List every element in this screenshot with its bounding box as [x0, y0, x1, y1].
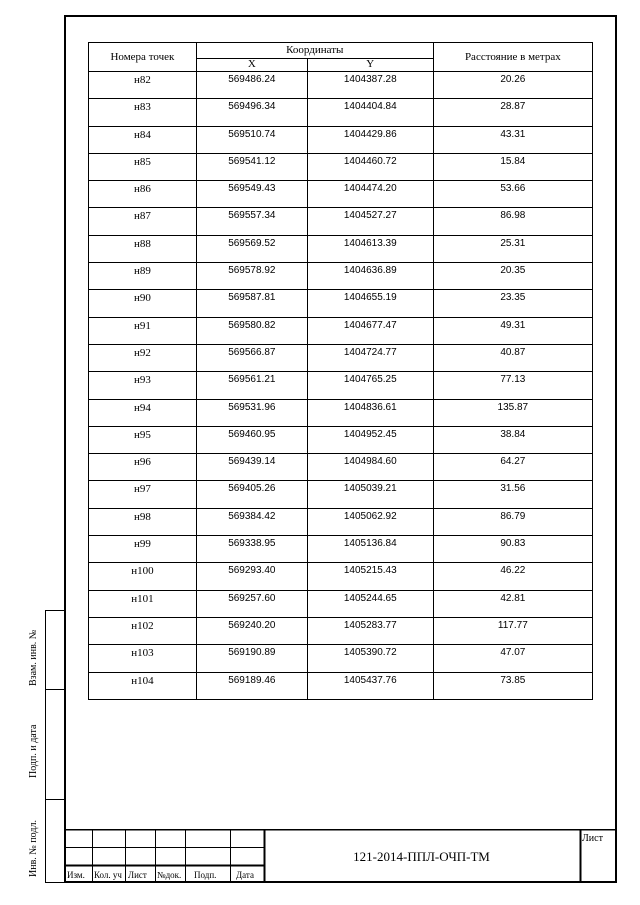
label-change: Изм. — [67, 870, 85, 880]
table-row — [89, 72, 593, 99]
cell-distance: 20.26 — [433, 72, 592, 99]
cell-distance: 25.31 — [433, 235, 592, 262]
cell-distance: 46.22 — [433, 563, 592, 590]
cell-x: 569293.40 — [196, 563, 307, 590]
cell-distance: 15.84 — [433, 153, 592, 180]
side-label-sign-date: Подп. и дата — [28, 724, 39, 778]
side-stamp — [45, 610, 65, 883]
table-row — [89, 590, 593, 617]
cell-point: н95 — [89, 426, 197, 453]
cell-x: 569510.74 — [196, 126, 307, 153]
cell-distance: 117.77 — [433, 617, 592, 644]
cell-point: н102 — [89, 617, 197, 644]
cell-y: 1405136.84 — [307, 536, 433, 563]
cell-y: 1404404.84 — [307, 99, 433, 126]
cell-y: 1404836.61 — [307, 399, 433, 426]
cell-point: н100 — [89, 563, 197, 590]
cell-y: 1404984.60 — [307, 454, 433, 481]
table-row — [89, 181, 593, 208]
cell-distance: 20.35 — [433, 263, 592, 290]
cell-x: 569405.26 — [196, 481, 307, 508]
cell-point: н96 — [89, 454, 197, 481]
table-row — [89, 617, 593, 644]
cell-y: 1404724.77 — [307, 344, 433, 371]
cell-y: 1405283.77 — [307, 617, 433, 644]
cell-point: н103 — [89, 645, 197, 672]
table-row — [89, 99, 593, 126]
header-y: Y — [307, 58, 433, 71]
document-code: 121-2014-ППЛ-ОЧП-ТМ — [353, 849, 490, 864]
table-row — [89, 454, 593, 481]
cell-x: 569460.95 — [196, 426, 307, 453]
table-row — [89, 481, 593, 508]
cell-y: 1405062.92 — [307, 508, 433, 535]
table-row — [89, 645, 593, 672]
cell-point: н101 — [89, 590, 197, 617]
cell-x: 569486.24 — [196, 72, 307, 99]
cell-distance: 42.81 — [433, 590, 592, 617]
cell-point: н99 — [89, 536, 197, 563]
header-points: Номера точек — [89, 43, 197, 72]
cell-y: 1405039.21 — [307, 481, 433, 508]
table-row — [89, 563, 593, 590]
table-row — [89, 536, 593, 563]
cell-x: 569439.14 — [196, 454, 307, 481]
cell-distance: 43.31 — [433, 126, 592, 153]
cell-point: н88 — [89, 235, 197, 262]
table-row — [89, 426, 593, 453]
table-row — [89, 344, 593, 371]
cell-y: 1404429.86 — [307, 126, 433, 153]
cell-point: н104 — [89, 672, 197, 699]
cell-distance: 23.35 — [433, 290, 592, 317]
cell-y: 1404527.27 — [307, 208, 433, 235]
table-row — [89, 153, 593, 180]
cell-x: 569189.46 — [196, 672, 307, 699]
cell-y: 1405437.76 — [307, 672, 433, 699]
cell-point: н83 — [89, 99, 197, 126]
label-doc-no: №док. — [157, 870, 182, 880]
cell-x: 569566.87 — [196, 344, 307, 371]
cell-distance: 86.98 — [433, 208, 592, 235]
cell-x: 569578.92 — [196, 263, 307, 290]
cell-point: н93 — [89, 372, 197, 399]
cell-distance: 28.87 — [433, 99, 592, 126]
cell-x: 569338.95 — [196, 536, 307, 563]
cell-distance: 49.31 — [433, 317, 592, 344]
cell-distance: 53.66 — [433, 181, 592, 208]
cell-x: 569257.60 — [196, 590, 307, 617]
cell-y: 1404636.89 — [307, 263, 433, 290]
cell-point: н89 — [89, 263, 197, 290]
table-row — [89, 290, 593, 317]
cell-x: 569549.43 — [196, 181, 307, 208]
cell-point: н97 — [89, 481, 197, 508]
cell-point: н86 — [89, 181, 197, 208]
cell-point: н91 — [89, 317, 197, 344]
table-row — [89, 399, 593, 426]
label-sheet: Лист — [128, 870, 147, 880]
cell-y: 1405390.72 — [307, 645, 433, 672]
table-row — [89, 372, 593, 399]
cell-point: н90 — [89, 290, 197, 317]
cell-distance: 77.13 — [433, 372, 592, 399]
cell-y: 1404460.72 — [307, 153, 433, 180]
cell-x: 569569.52 — [196, 235, 307, 262]
table-row — [89, 126, 593, 153]
header-x: X — [196, 58, 307, 71]
cell-x: 569240.20 — [196, 617, 307, 644]
cell-y: 1404655.19 — [307, 290, 433, 317]
cell-point: н84 — [89, 126, 197, 153]
cell-y: 1404765.25 — [307, 372, 433, 399]
side-divider — [46, 799, 66, 800]
cell-y: 1405244.65 — [307, 590, 433, 617]
coordinates-table — [88, 42, 593, 700]
label-count: Кол. уч — [94, 870, 122, 880]
cell-distance: 64.27 — [433, 454, 592, 481]
cell-distance: 31.56 — [433, 481, 592, 508]
cell-x: 569587.81 — [196, 290, 307, 317]
header-coordinates: Координаты — [196, 43, 433, 59]
title-block — [64, 829, 617, 883]
side-label-inv-original: Инв. № подл. — [28, 820, 39, 877]
cell-distance: 86.79 — [433, 508, 592, 535]
header-distance: Расстояние в метрах — [433, 43, 592, 72]
cell-point: н85 — [89, 153, 197, 180]
cell-y: 1405215.43 — [307, 563, 433, 590]
cell-x: 569580.82 — [196, 317, 307, 344]
cell-x: 569561.21 — [196, 372, 307, 399]
cell-distance: 135.87 — [433, 399, 592, 426]
label-date: Дата — [236, 870, 254, 880]
cell-x: 569496.34 — [196, 99, 307, 126]
table-row — [89, 508, 593, 535]
cell-point: н94 — [89, 399, 197, 426]
cell-x: 569541.12 — [196, 153, 307, 180]
table-row — [89, 235, 593, 262]
cell-y: 1404613.39 — [307, 235, 433, 262]
cell-x: 569557.34 — [196, 208, 307, 235]
cell-distance: 38.84 — [433, 426, 592, 453]
cell-y: 1404952.45 — [307, 426, 433, 453]
table-row — [89, 263, 593, 290]
cell-x: 569190.89 — [196, 645, 307, 672]
cell-y: 1404677.47 — [307, 317, 433, 344]
cell-x: 569531.96 — [196, 399, 307, 426]
side-label-replace-inv: Взам. инв. № — [28, 629, 39, 686]
cell-distance: 47.07 — [433, 645, 592, 672]
table-row — [89, 208, 593, 235]
cell-point: н82 — [89, 72, 197, 99]
cell-point: н87 — [89, 208, 197, 235]
cell-distance: 73.85 — [433, 672, 592, 699]
cell-y: 1404387.28 — [307, 72, 433, 99]
table-row — [89, 672, 593, 699]
cell-point: н98 — [89, 508, 197, 535]
cell-point: н92 — [89, 344, 197, 371]
cell-distance: 40.87 — [433, 344, 592, 371]
sheet-label: Лист — [582, 833, 603, 844]
cell-y: 1404474.20 — [307, 181, 433, 208]
side-divider — [46, 689, 66, 690]
label-signature: Подп. — [194, 870, 217, 880]
table-row — [89, 317, 593, 344]
cell-distance: 90.83 — [433, 536, 592, 563]
cell-x: 569384.42 — [196, 508, 307, 535]
